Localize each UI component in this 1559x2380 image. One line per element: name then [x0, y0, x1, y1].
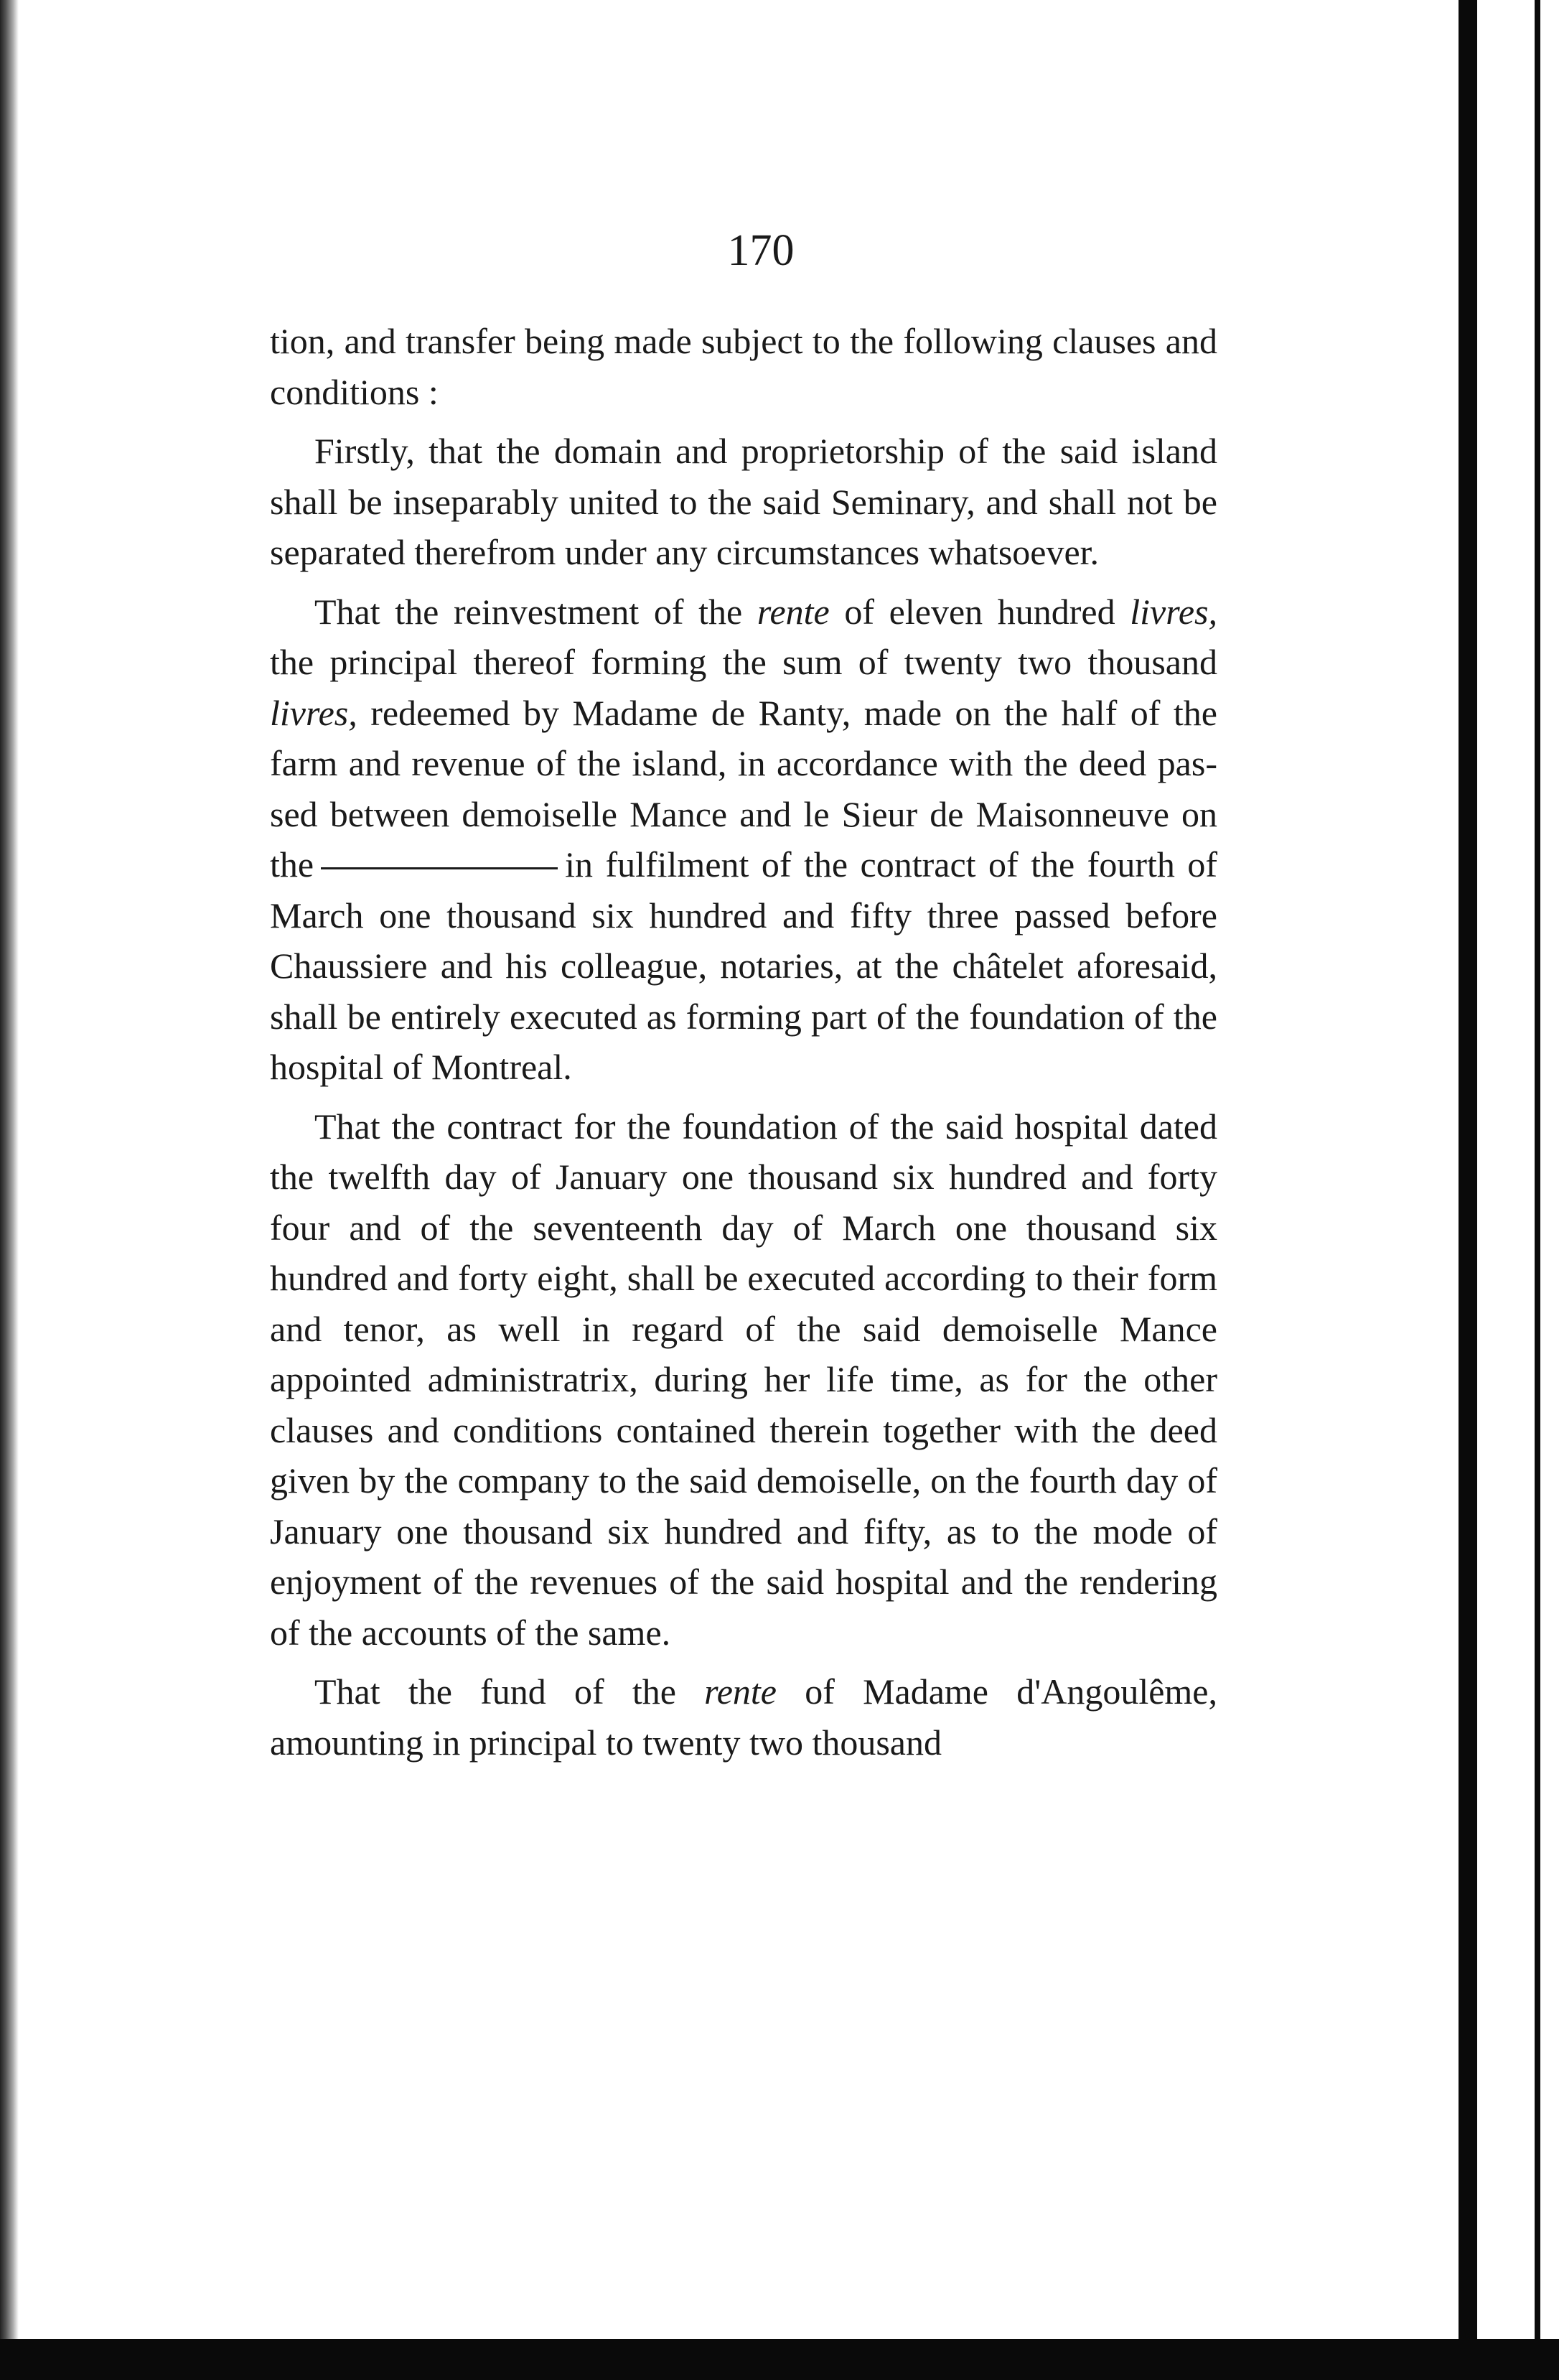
paragraph-5-italic-rente: rente — [704, 1671, 777, 1712]
paragraph-3-text-4: redeemed by Madame de Ranty, made on the half of the farm and revenue of the island, in accordance with the deed passed between demoiselle Mance and le Sieur de Maisonneuve on the — [270, 692, 1217, 885]
paragraph-3-text-1: That the reinvestment of the — [314, 591, 757, 632]
paragraph-3-text-5: in fulfilment of the contract of the fourth of March one thousand six hundred and fifty three passed before Chaussiere and his colleague, notaries, at the châtelet aforesaid, shall be entirely executed as forming part of the foundation of the hospital of Montreal. — [270, 844, 1217, 1087]
paragraph-3-text-2: of eleven hundred — [829, 591, 1130, 632]
paragraph-4: That the contract for the foundation of the said hospital dated the twelfth day of January one thousand six hundred and forty four and of the seventeenth day of March one thousand six hundred and forty eight, shall be executed according to their form and tenor, as well in regard of the said demoiselle Mance appointed administratrix, during her life time, as for the other clauses and conditions contained therein together with the deed given by the company to the said demoiselle, on the fourth day of January one thousand six hundred and fifty, as to the mode of enjoyment of the revenues of the said hospital and the rendering of the accounts of the same. — [270, 1106, 1217, 1653]
paragraph-1: tion, and transfer being made subject to the following clauses and conditions : — [270, 321, 1217, 412]
paragraph-3-italic-livres-2: livres, — [270, 692, 357, 733]
paragraph-3-italic-livres-1: livres, — [1130, 591, 1217, 632]
paragraph-3-italic-rente: rente — [757, 591, 830, 632]
paragraph-5-text-1: That the fund of the — [314, 1671, 705, 1712]
page-number: 170 — [727, 226, 795, 275]
scan-right-border — [1459, 0, 1477, 2380]
paragraph-3-text-3: the principal thereof forming the sum of twenty two thousand — [270, 642, 1217, 682]
scan-right-border-outer — [1535, 0, 1540, 2380]
paragraph-2: Firstly, that the domain and proprietorship of the said island shall be inseparably united to the said Seminary, and shall not be separated therefrom under any circumstances whatsoever. — [270, 431, 1217, 572]
paragraph-5 — [270, 1666, 1217, 1768]
scan-left-edge — [0, 0, 19, 2380]
paragraph-3 — [270, 587, 1217, 1093]
blank-date-line — [321, 867, 558, 869]
scan-bottom-border — [0, 2339, 1559, 2380]
body-text — [270, 316, 1217, 1768]
paragraph-5-text-2: of Madame d'Angoulême, amounting in principal to twenty two thousand — [270, 1671, 1217, 1763]
